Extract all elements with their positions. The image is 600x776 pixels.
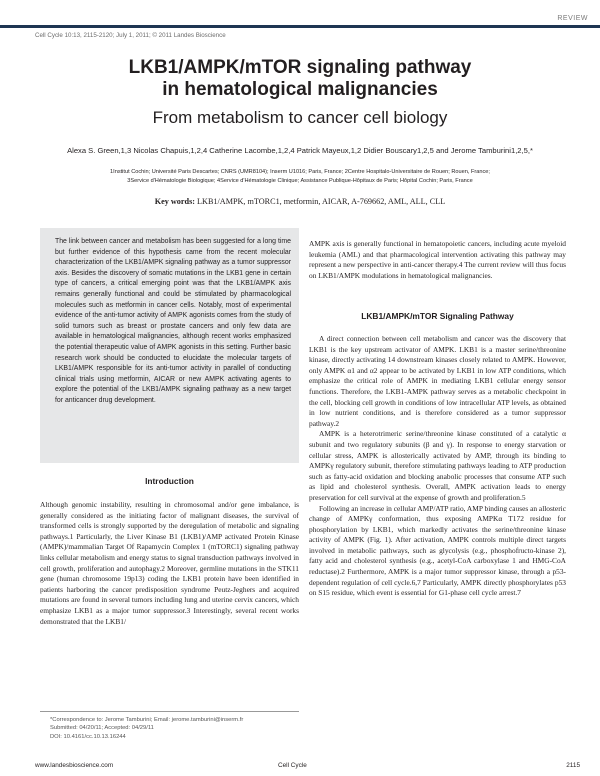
page-number: 2115 xyxy=(566,762,580,769)
abstract-text: The link between cancer and metabolism has been suggested for a long time but further evidence of this hypothesis came from the recent molecular characterization of the LKB1/AMPK signaling pathway as a tumor suppressor axis. Besides the discovery of somatic mutations in the LKB1 gene in certain type of cancers, a critical emerging point was that the LKB1/AMPK axis remains generally functional and could be stimulated by pharmacological molecules such as metformin in cancer cells. Notably, most of experimental evidence of the anti-tumor activity of AMPK agonists comes from the study of solid tumors such as breast or prostate cancers and only few data are available in hematological malignancies, although recent works emphasized the potential therapeutic value of AMPK agonists in this setting. Further basic research work should be conducted to elucidate the molecular targets of LKB1/AMPK responsible for its anti-tumor activity in parallel of conducting clinical trials using metformin, AICAR or new AMPK activating agents to explore the potential of the LKB1/AMPK signaling pathway as a new target for anticancer drug development. xyxy=(55,238,291,404)
introduction-paragraph: Although genomic instability, resulting in chromosomal and/or gene imbalance, is generally considered as the initiating factor of malignant diseases, the survival of transformed cells is strongly supported by the deregulation of metabolic and signaling pathways.1 Particularly, the Liver Kinase B1 (LKB1)/AMP activated Protein Kinase (AMPK)/mammalian Target Of Rapamycin Complex 1 (mTORC1) signaling pathway links cellular metabolism and energy status to signal transduction pathways involved in cell growth, proliferation and autophagy.2 Moreover, germline mutations in the STK11 gene (human chromosome 19p13) coding the LKB1 protein have been identified in patients harboring the cancer predisposition syndrome Peutz-Jeghers and acquired mutations are found in several tumors including lung and uterine cervix cancers, which emphasize LKB1 as a major tumor suppressor.3 Interestingly, several recent works demonstrated that the LKB1/ xyxy=(40,500,299,626)
header-rule xyxy=(0,25,600,28)
right-column-body xyxy=(309,334,566,599)
right-column-continuation xyxy=(309,239,566,281)
footer-journal-name: Cell Cycle xyxy=(278,762,307,769)
journal-citation: Cell Cycle 10:13, 2115-2120; July 1, 2011; © 2011 Landes Bioscience xyxy=(35,32,226,39)
article-subtitle: From metabolism to cancer cell biology xyxy=(152,108,448,127)
introduction-text xyxy=(40,500,299,627)
submission-dates: Submitted: 04/20/11; Accepted: 04/29/11 xyxy=(50,725,154,732)
keywords-label: Key words: xyxy=(154,197,195,206)
affiliations xyxy=(20,168,580,186)
introduction-heading: Introduction xyxy=(145,476,194,486)
keywords-list: LKB1/AMPK, mTORC1, metformin, AICAR, A-769662, AML, ALL, CLL xyxy=(197,197,446,206)
doi-line: DOI: 10.4161/cc.10.13.16244 xyxy=(50,733,126,740)
body-paragraph-1: A direct connection between cell metabolism and cancer was the discovery that LKB1 is the key upstream activator of AMPK. LKB1 is a master serine/threonine kinase, directly activating 14 downstream kinases closely related to AMPK. However, only AMPK α1 and α2 appear to be activated by LKB1 in low ATP conditions, which emphasize the critical role of AMPK in mediating LKB1 cellular energy sensor functions. Therefore, the LKB1-AMPK pathway serves as a metabolic checkpoint in the cell, blocking cell growth in conditions of low intracellular ATP levels, as obtained in low nutrient conditions, and is therefore considered as a tumor suppressor pathway.2 xyxy=(309,334,566,428)
footnote-rule xyxy=(40,711,299,712)
footer-website-link[interactable]: www.landesbioscience.com xyxy=(35,762,114,769)
keywords xyxy=(20,197,580,206)
continuation-paragraph: AMPK axis is generally functional in hematopoietic cancers, including acute myeloid leukemia (AML) and that pharmacological intervention activating this pathway may represent a new perspective in anti-cancer therapy.4 The current review will thus focus on LKB1/AMPK modulations in hematological malignancies. xyxy=(309,239,566,280)
title-line-2: in hematological malignancies xyxy=(162,79,438,100)
correspondence-line: *Correspondence to: Jerome Tamburini; Email: jerome.tamburini@inserm.fr xyxy=(50,717,244,723)
footnote xyxy=(50,716,300,741)
affiliation-line-1: 1Institut Cochin; Université Paris Descartes; CNRS (UMR8104); Inserm U1016; Paris, France; 2Centre Hospitalo-Universitaire de Rouen; Rouen, France; xyxy=(110,169,490,175)
article-title xyxy=(0,57,600,101)
title-line-1: LKB1/AMPK/mTOR signaling pathway xyxy=(128,57,472,78)
review-label: REVIEW xyxy=(557,15,588,22)
body-paragraph-3: Following an increase in cellular AMP/ATP ratio, AMP binding causes an allosteric change of AMPKγ conformation, thus exposing AMPKα T172 residue for phosphorylation by LKB1, which markedly activates the serine/threonine kinase activity of AMPK (Fig. 1). After activation, AMPK controls multiple direct targets involved in metabolic pathways, such as glycolysis (e.g., phosphofructo-kinase 2), fatty acid and cholesterol synthesis (e.g., acetyl-CoA carboxylase 1 and HMG-CoA reductase).2 Furthermore, AMPK is a major tumor suppressor kinase, through a p53-dependent regulation of cell cycle.6,7 Particularly, AMPK directly phosphorylates p53 on S15 residue, which event is essential for G1-phase cell cycle arrest.7 xyxy=(309,503,566,598)
affiliation-line-2: 3Service d'Hématologie Biologique; 4Service d'Hématologie Clinique; Assistance Publique-Hôpitaux de Paris; Hôpital Cochin; Paris, France xyxy=(127,178,473,184)
body-paragraph-2: AMPK is a heterotrimeric serine/threonine kinase constituted of a catalytic α subunit and two regulatory subunits (β and γ). In response to energy starvation or cellular stress, AMPK is allosterically activated by AMP, through its binding to AMPKγ regulatory subunit, therefore stimulating pathways leading to ATP production such as fatty-acid oxidation and blocking anabolic processes that consume ATP such as lipid and cholesterol synthesis. Overall, AMPK activation leads to energy preservation for cell survival at the expense of growth and proliferation.5 xyxy=(309,429,566,502)
author-list: Alexa S. Green,1,3 Nicolas Chapuis,1,2,4 Catherine Lacombe,1,2,4 Patrick Mayeux,1,2 Didier Bouscary1,2,5 and Jerome Tamburini1,2,5,* xyxy=(67,146,533,155)
section-heading-lkb1-ampk-mtor: LKB1/AMPK/mTOR Signaling Pathway xyxy=(361,311,514,321)
